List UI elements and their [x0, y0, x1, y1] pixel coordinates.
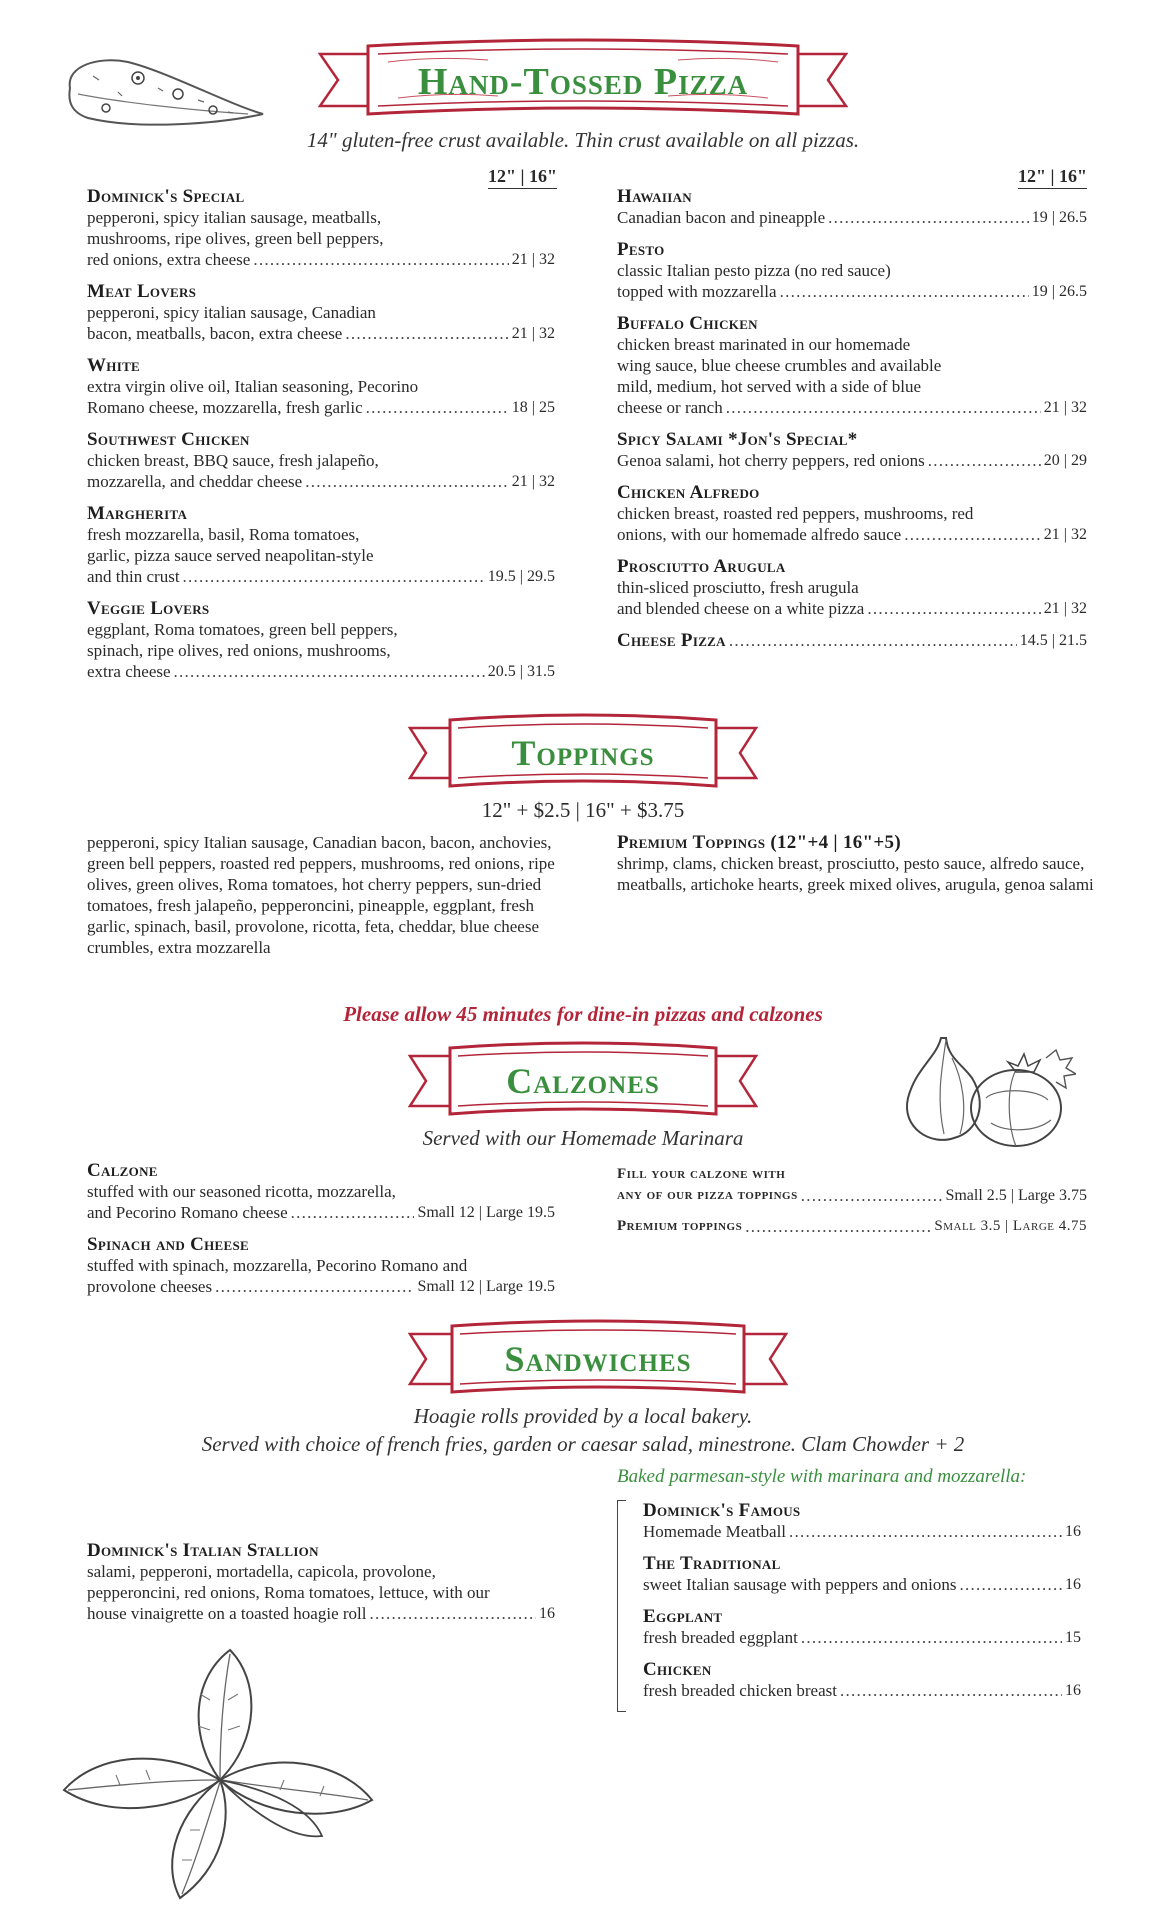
menu-item — [643, 1606, 1081, 1648]
item-desc: bacon, meatballs, bacon, extra cheese — [87, 324, 343, 343]
menu-item — [87, 503, 555, 587]
menu-item — [617, 313, 1087, 418]
sandwiches-subtitle-1: Hoagie rolls provided by a local bakery. — [413, 1404, 753, 1428]
item-price: 18 | 25 — [511, 399, 555, 416]
premium-toppings-title: Premium Toppings (12"+4 | 16"+5) — [617, 832, 901, 853]
item-price: 19 | 26.5 — [1031, 283, 1087, 300]
item-price: 19 | 26.5 — [1031, 209, 1087, 226]
item-desc: mushrooms, ripe olives, green bell peppers, — [87, 229, 384, 248]
menu-item — [643, 1500, 1081, 1542]
menu-item — [617, 186, 1087, 228]
menu-item — [617, 429, 1087, 471]
menu-item — [87, 429, 555, 492]
item-desc: mild, medium, hot served with a side of blue — [617, 377, 922, 396]
calzones-right-column — [617, 1164, 1087, 1237]
menu-item — [87, 1160, 555, 1223]
calzones-banner — [408, 1040, 758, 1122]
item-desc: topped with mozzarella — [617, 282, 777, 301]
item-desc: fresh mozzarella, basil, Roma tomatoes, — [87, 525, 360, 544]
item-name: Margherita — [87, 503, 188, 524]
item-name: Chicken — [643, 1659, 712, 1680]
item-desc: wing sauce, blue cheese crumbles and available — [617, 356, 942, 375]
item-desc: salami, pepperoni, mortadella, capicola, provolone, — [87, 1562, 436, 1581]
item-desc: stuffed with spinach, mozzarella, Pecorino Romano and — [87, 1256, 468, 1275]
item-desc: classic Italian pesto pizza (no red sauce) — [617, 261, 891, 280]
menu-item — [87, 598, 555, 682]
item-desc: spinach, ripe olives, red onions, mushrooms, — [87, 641, 391, 660]
item-desc: house vinaigrette on a toasted hoagie roll — [87, 1604, 367, 1623]
item-desc: Genoa salami, hot cherry peppers, red onions — [617, 451, 925, 470]
item-desc: extra cheese — [87, 662, 171, 681]
item-desc: and Pecorino Romano cheese — [87, 1203, 288, 1222]
stallion-sandwich — [87, 1540, 555, 1624]
item-name: White — [87, 355, 141, 376]
item-name: The Traditional — [643, 1553, 781, 1574]
item-desc: cheese or ranch — [617, 398, 723, 417]
item-name: Veggie Lovers — [87, 598, 210, 619]
premium-toppings-list: shrimp, clams, chicken breast, prosciutto, pesto sauce, alfredo sauce, meatballs, artichoke hearts, greek mixed olives, arugula, genoa salami — [617, 854, 1094, 894]
menu-item — [87, 281, 555, 344]
item-name: Chicken Alfredo — [617, 482, 760, 503]
item-desc: and blended cheese on a white pizza — [617, 599, 865, 618]
item-desc: pepperoni, spicy italian sausage, Canadian — [87, 303, 376, 322]
item-price: 21 | 32 — [511, 473, 555, 490]
regular-toppings-list: pepperoni, spicy Italian sausage, Canadian bacon, bacon, anchovies, green bell peppers, roasted red peppers, mushrooms, red onions, ripe olives, green olives, Roma tomatoes, hot cherry peppers, sun-dried tomatoes, fresh jalapeño, pepperoncini, pineapple, eggplant, fresh garlic, spinach, basil, provolone, ricotta, feta, cheddar, blue cheese crumbles, extra mozzarella — [87, 833, 555, 957]
baked-sandwiches-column — [643, 1500, 1081, 1712]
item-name: Dominick's Italian Stallion — [87, 1540, 319, 1561]
pizza-subtitle: 14" gluten-free crust available. Thin crust available on all pizzas. — [306, 128, 860, 152]
item-name: Cheese Pizza — [617, 630, 726, 651]
pizza-slice-illustration — [58, 48, 268, 128]
item-price: 16 — [1065, 1523, 1081, 1540]
item-desc: mozzarella, and cheddar cheese — [87, 472, 303, 491]
item-name: Buffalo Chicken — [617, 313, 758, 334]
item-desc: pepperoni, spicy italian sausage, meatballs, — [87, 208, 382, 227]
item-price: 16 — [539, 1605, 555, 1622]
item-price: 14.5 | 21.5 — [1019, 632, 1087, 649]
toppings-pricing: 12" + $2.5 | 16" + $3.75 — [481, 798, 685, 822]
calzones-title: Calzones — [506, 1061, 660, 1101]
item-desc: thin-sliced prosciutto, fresh arugula — [617, 578, 859, 597]
item-desc: sweet Italian sausage with peppers and onions — [643, 1575, 957, 1594]
item-name: Dominick's Famous — [643, 1500, 801, 1521]
item-price: 21 | 32 — [511, 251, 555, 268]
premium-toppings — [617, 832, 1097, 895]
item-price: 21 | 32 — [511, 325, 555, 342]
item-name: Prosciutto Arugula — [617, 556, 786, 577]
sandwiches-banner — [408, 1318, 788, 1400]
item-desc: stuffed with our seasoned ricotta, mozzarella, — [87, 1182, 396, 1201]
item-name: Southwest Chicken — [87, 429, 250, 450]
menu-item — [617, 556, 1087, 619]
item-desc: and thin crust — [87, 567, 180, 586]
item-price: Small 2.5 | Large 3.75 — [945, 1187, 1087, 1204]
sandwiches-subtitle-2: Served with choice of french fries, garden or caesar salad, minestrone. Clam Chowder + 2 — [201, 1432, 965, 1456]
item-desc: Homemade Meatball — [643, 1522, 787, 1541]
item-desc: garlic, pizza sauce served neapolitan-style — [87, 546, 374, 565]
menu-item — [617, 482, 1087, 545]
item-desc: pepperoncini, red onions, Roma tomatoes, lettuce, with our — [87, 1583, 490, 1602]
fill-calzone-label: Fill your calzone with — [617, 1166, 786, 1182]
sandwiches-title: Sandwiches — [504, 1339, 692, 1379]
menu-item — [643, 1553, 1081, 1595]
item-price: 16 — [1065, 1682, 1081, 1699]
size-header-left: 12" | 16" — [488, 166, 557, 189]
item-price: Small 3.5 | Large 4.75 — [934, 1218, 1087, 1234]
menu-item — [643, 1659, 1081, 1701]
item-name: Eggplant — [643, 1606, 723, 1627]
item-desc: provolone cheeses — [87, 1277, 213, 1296]
item-price: 21 | 32 — [1043, 526, 1087, 543]
item-price: Small 12 | Large 19.5 — [417, 1204, 555, 1221]
item-price: 21 | 32 — [1043, 600, 1087, 617]
pizza-title: Hand-Tossed Pizza — [417, 61, 749, 103]
item-price: 16 — [1065, 1576, 1081, 1593]
item-name: Spicy Salami *Jon's Special* — [617, 429, 858, 450]
item-price: 20.5 | 31.5 — [487, 663, 555, 680]
baked-parmesan-note: Baked parmesan-style with marinara and mozzarella: — [617, 1466, 1027, 1487]
menu-item — [617, 239, 1087, 302]
pizza-left-column — [87, 186, 555, 693]
garlic-tomato-illustration — [896, 1028, 1076, 1153]
size-header-right: 12" | 16" — [1018, 166, 1087, 189]
item-price: 20 | 29 — [1043, 452, 1087, 469]
menu-item — [87, 355, 555, 418]
item-desc: Canadian bacon and pineapple — [617, 208, 826, 227]
item-desc: red onions, extra cheese — [87, 250, 251, 269]
item-desc: chicken breast marinated in our homemade — [617, 335, 911, 354]
item-price: Small 12 | Large 19.5 — [417, 1278, 555, 1295]
item-name: Meat Lovers — [87, 281, 197, 302]
item-price: 15 — [1065, 1629, 1081, 1646]
calzones-subtitle: Served with our Homemade Marinara — [422, 1126, 744, 1150]
item-desc: chicken breast, BBQ sauce, fresh jalapeño, — [87, 451, 379, 470]
menu-item — [617, 630, 1087, 651]
item-name: Spinach and Cheese — [87, 1234, 249, 1255]
calzones-left-column — [87, 1160, 555, 1308]
toppings-title: Toppings — [511, 733, 655, 773]
item-desc: eggplant, Roma tomatoes, green bell peppers, — [87, 620, 398, 639]
toppings-banner — [408, 712, 758, 794]
pizza-right-column — [617, 186, 1087, 662]
item-price: 19.5 | 29.5 — [487, 568, 555, 585]
fill-calzone-label: any of our pizza toppings — [617, 1187, 798, 1203]
menu-item — [87, 1234, 555, 1297]
item-name: Hawaiian — [617, 186, 692, 207]
item-name: Calzone — [87, 1160, 158, 1181]
pizza-banner — [318, 36, 848, 124]
menu-item — [87, 186, 555, 270]
item-desc: onions, with our homemade alfredo sauce — [617, 525, 902, 544]
item-desc: Romano cheese, mozzarella, fresh garlic — [87, 398, 363, 417]
basil-leaves-illustration — [60, 1640, 380, 1900]
baked-bracket — [617, 1500, 626, 1712]
item-price: 21 | 32 — [1043, 399, 1087, 416]
item-name: Pesto — [617, 239, 665, 260]
dine-in-notice: Please allow 45 minutes for dine-in pizzas and calzones — [343, 1002, 823, 1026]
item-desc: fresh breaded chicken breast — [643, 1681, 837, 1700]
item-name: Dominick's Special — [87, 186, 245, 207]
item-desc: chicken breast, roasted red peppers, mushrooms, red — [617, 504, 974, 523]
item-desc: extra virgin olive oil, Italian seasoning, Pecorino — [87, 377, 419, 396]
item-desc: fresh breaded eggplant — [643, 1628, 798, 1647]
premium-toppings-label: Premium toppings — [617, 1218, 743, 1234]
